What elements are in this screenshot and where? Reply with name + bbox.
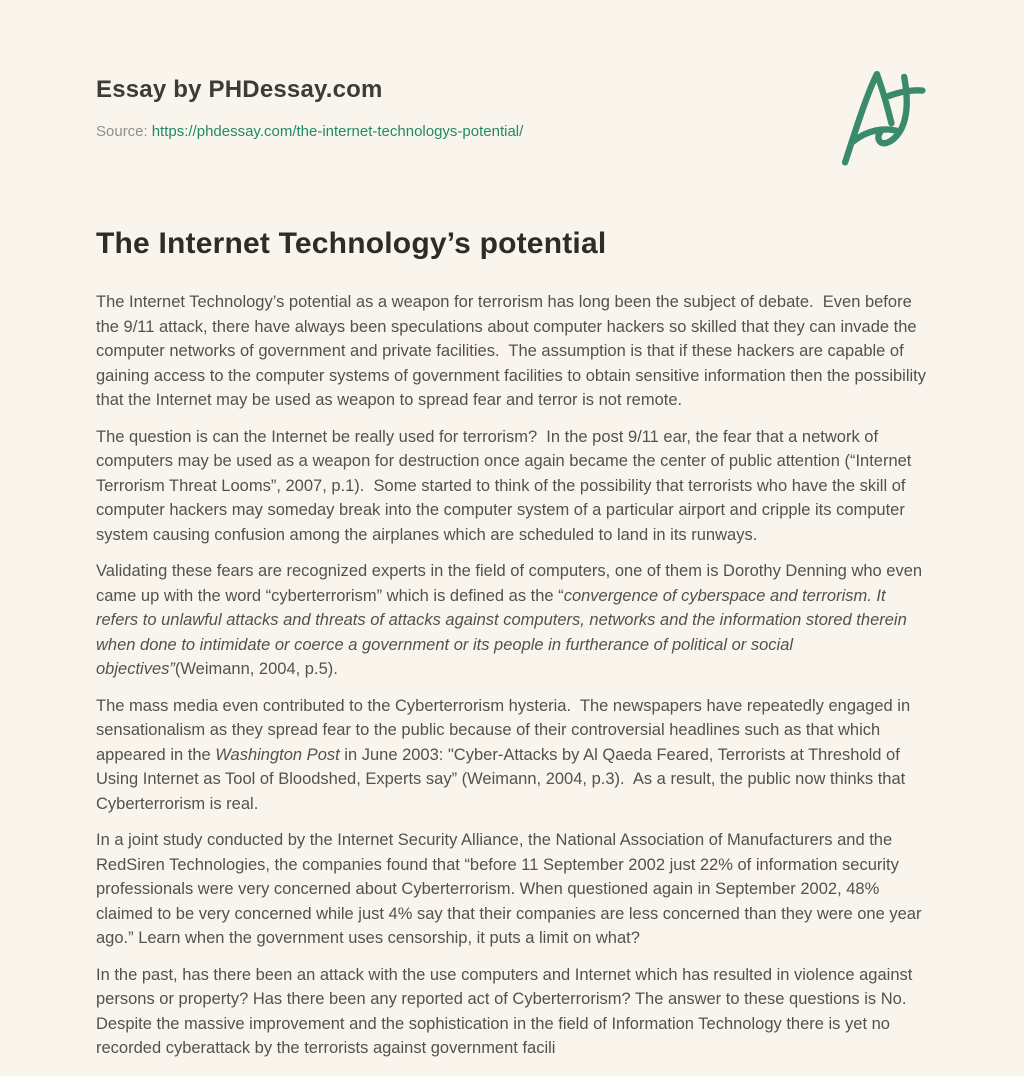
paragraph-segment-italic: convergence of cyberspace and terrorism. It refers to unlawful attacks and threats of attacks against computers, networks and the information stored therein when done to intimidate or coerce a government or its people in furtherance of political or social objectives” (96, 586, 907, 678)
essay-paragraph (96, 559, 929, 682)
essay-paragraph (96, 828, 929, 951)
paragraph-segment: in June 2003: "Cyber-Attacks by Al Qaeda Feared, Terrorists at Threshold of Using Internet as Tool of Bloodshed, Experts say” (Weimann, 2004, p.3). As a result, the public now thinks that Cyberterrorism is real. (96, 745, 906, 813)
paragraph-segment: (Weimann, 2004, p.5). (174, 660, 338, 678)
essay-paragraph (96, 694, 929, 817)
paragraph-segment: The Internet Technology’s potential as a weapon for terrorism has long been the subject of debate. Even before the 9/11 attack, there have always been speculations about computer hackers so skilled that they can invade the computer networks of government and private facilities. The assumption is that if these hackers are capable of gaining access to the computer systems of government facilities to obtain sensitive information then the possibility that the Internet may be used as weapon to spread fear and terror is not remote. (96, 293, 927, 409)
paragraph-segment-italic: Washington Post (215, 745, 340, 764)
paragraph-segment: In a joint study conducted by the Internet Security Alliance, the National Association of Manufacturers and the RedSiren Technologies, the companies found that “before 11 September 2002 just 22% of information security professionals were very concerned about Cyberterrorism. When questioned again in September 2002, 48% claimed to be very concerned while just 4% say that their companies are less concerned than they were one year ago.” Learn when the government uses censorship, it puts a limit on what? (96, 831, 922, 947)
a-plus-logo-icon (840, 66, 932, 166)
essay-title: The Internet Technology’s potential (96, 227, 607, 260)
essay-paragraph (96, 963, 929, 1061)
paragraph-segment: Validating these fears are recognized experts in the field of computers, one of them is Dorothy Denning who even came up with the word “cyberterrorism” which is defined as the “ (96, 562, 923, 605)
paragraph-segment: The mass media even contributed to the Cyberterrorism hysteria. The newspapers have repeatedly engaged in sensationalism as they spread fear to the public because of their controversial headlines such as that which appeared in the (96, 696, 911, 764)
paragraph-segment: The question is can the Internet be really used for terrorism? In the post 9/11 ear, the fear that a network of computers may be used as a weapon for destruction once again became the center of public attention (“Internet Terrorism Threat Looms”, 2007, p.1). Some started to think of the possibility that terrorists who have the skill of computer hackers may someday break into the computer system of a particular airport and cripple its computer system causing confusion among the airplanes which are scheduled to land in its runways. (96, 427, 912, 544)
essay-paragraph (96, 290, 929, 413)
essay-paragraph (96, 425, 929, 548)
aplus-logo (840, 66, 932, 166)
paragraph-segment: In the past, has there been an attack with the use computers and Internet which has resulted in violence against persons or property? Has there been any reported act of Cyberterrorism? The answer to these questions is No. Despite the massive improvement and the sophistication in the field of Information Technology there is yet no recorded cyberattack by the terrorists against government facili (96, 965, 913, 1057)
source-label: Source: (96, 123, 148, 140)
source-link[interactable]: https://phdessay.com/the-internet-technologys-potential/ (151, 123, 524, 140)
source-line (96, 123, 929, 140)
essay-body (96, 290, 929, 1061)
site-header-title: Essay by PHDessay.com (96, 76, 383, 103)
